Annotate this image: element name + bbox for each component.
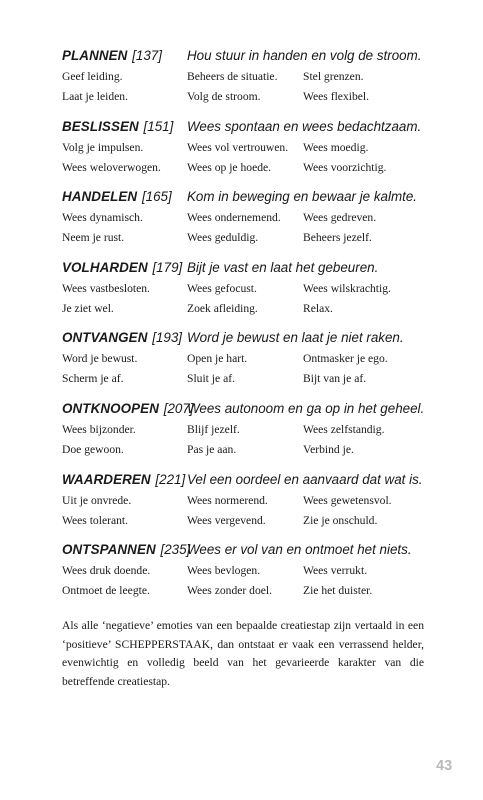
phrase: Pas je aan. (187, 443, 237, 456)
phrase: Wees vastbesloten. (62, 282, 150, 295)
phrase-row (62, 491, 432, 511)
phrase: Blijf jezelf. (187, 423, 240, 436)
phrase: Volg je impulsen. (62, 141, 144, 154)
phrase-row (62, 87, 432, 107)
section-page-ref: [179] (152, 260, 183, 275)
section-heading (62, 539, 432, 561)
section-heading (62, 327, 432, 349)
section-heading (62, 469, 432, 491)
phrase: Wees voorzichtig. (303, 161, 387, 174)
phrase: Wees geduldig. (187, 231, 259, 244)
phrase: Wees gewetensvol. (303, 494, 392, 507)
phrase: Bijt van je af. (303, 372, 367, 385)
phrase: Wees wilskrachtig. (303, 282, 391, 295)
phrase-row (62, 228, 432, 248)
phrase: Zie het duister. (303, 584, 373, 597)
phrase: Verbind je. (303, 443, 354, 456)
section-ontspannen (62, 539, 432, 601)
phrase: Wees op je hoede. (187, 161, 272, 174)
section-word: ONTSPANNEN (62, 542, 156, 557)
section-beslissen (62, 116, 432, 178)
phrase: Beheers de situatie. (187, 70, 278, 83)
phrase-row (62, 67, 432, 87)
phrase-row (62, 208, 432, 228)
phrase: Sluit je af. (187, 372, 235, 385)
phrase-row (62, 299, 432, 319)
section-waarderen (62, 469, 432, 531)
phrase: Open je hart. (187, 352, 248, 365)
phrase-row (62, 511, 432, 531)
section-page-ref: [193] (152, 330, 182, 345)
section-motto: Wees spontaan en wees bedachtzaam. (187, 119, 422, 134)
phrase: Laat je leiden. (62, 90, 128, 103)
phrase: Wees druk doende. (62, 564, 151, 577)
section-page-ref: [165] (141, 189, 172, 204)
phrase-row (62, 581, 432, 601)
phrase: Wees dynamisch. (62, 211, 143, 224)
section-page-ref: [151] (143, 119, 174, 134)
section-heading (62, 186, 432, 208)
section-heading (62, 116, 432, 138)
phrase: Relax. (303, 302, 333, 315)
phrase: Uit je onvrede. (62, 494, 132, 507)
section-page-ref: [221] (155, 472, 186, 487)
section-word: ONTVANGEN (62, 330, 148, 345)
section-plannen (62, 45, 432, 107)
section-motto: Wees er vol van en ontmoet het niets. (187, 542, 412, 557)
phrase: Ontmasker je ego. (303, 352, 388, 365)
section-word: PLANNEN (62, 48, 128, 63)
section-handelen (62, 186, 432, 248)
phrase: Wees tolerant. (62, 514, 129, 527)
phrase: Neem je rust. (62, 231, 125, 244)
phrase-row (62, 440, 432, 460)
phrase: Wees moedig. (303, 141, 369, 154)
section-ontknoopen (62, 398, 432, 460)
section-motto: Word je bewust en laat je niet raken. (187, 330, 404, 345)
phrase: Zoek afleiding. (187, 302, 258, 315)
section-heading (62, 257, 432, 279)
phrase: Volg de stroom. (187, 90, 261, 103)
section-ontvangen (62, 327, 432, 389)
phrase: Wees ondernemend. (187, 211, 281, 224)
phrase-row (62, 349, 432, 369)
phrase: Wees weloverwogen. (62, 161, 161, 174)
section-word: BESLISSEN (62, 119, 139, 134)
phrase: Wees vol vertrouwen. (187, 141, 289, 154)
section-motto: Hou stuur in handen en volg de stroom. (187, 48, 422, 63)
phrase: Doe gewoon. (62, 443, 124, 456)
phrase-row (62, 369, 432, 389)
section-word: WAARDEREN (62, 472, 151, 487)
closing-paragraph: Als alle ‘negatieve’ emoties van een bepaalde creatiestap zijn vertaald in een ‘positieve’ SCHEPPERSTAAK, dan ontstaat er vaak een verrassend helder, evenwichtig en volledig beeld van het gevarieerde karakter van die betreffende creatiestap. (62, 619, 424, 688)
phrase-row (62, 561, 432, 581)
section-motto: Vel een oordeel en aanvaard dat wat is. (187, 472, 423, 487)
section-page-ref: [137] (132, 48, 162, 63)
phrase: Wees bevlogen. (187, 564, 261, 577)
phrase: Zie je onschuld. (303, 514, 378, 527)
phrase: Wees verrukt. (303, 564, 368, 577)
phrase: Wees gefocust. (187, 282, 257, 295)
section-page-ref: [235] (160, 542, 191, 557)
phrase: Beheers jezelf. (303, 231, 372, 244)
section-heading (62, 398, 432, 420)
phrase: Wees gedreven. (303, 211, 377, 224)
phrase-row (62, 158, 432, 178)
page-number: 43 (436, 758, 453, 774)
phrase: Wees zelfstandig. (303, 423, 385, 436)
phrase-row (62, 138, 432, 158)
section-heading (62, 45, 432, 67)
section-word: HANDELEN (62, 189, 138, 204)
phrase-row (62, 420, 432, 440)
phrase: Wees zonder doel. (187, 584, 273, 597)
phrase-row (62, 279, 432, 299)
section-motto: Wees autonoom en ga op in het geheel. (187, 401, 425, 416)
phrase: Scherm je af. (62, 372, 124, 385)
phrase: Ontmoet de leegte. (62, 584, 150, 597)
phrase: Geef leiding. (62, 70, 123, 83)
section-volharden (62, 257, 432, 319)
section-word: VOLHARDEN (62, 260, 148, 275)
section-word: ONTKNOOPEN (62, 401, 159, 416)
section-page-ref: [207] (163, 401, 194, 416)
phrase: Word je bewust. (62, 352, 138, 365)
section-motto: Kom in beweging en bewaar je kalmte. (187, 189, 418, 204)
phrase: Wees vergevend. (187, 514, 266, 527)
phrase: Wees flexibel. (303, 90, 370, 103)
phrase: Wees bijzonder. (62, 423, 136, 436)
phrase: Wees normerend. (187, 494, 268, 507)
section-motto: Bijt je vast en laat het gebeuren. (187, 260, 379, 275)
phrase: Je ziet wel. (62, 302, 114, 315)
phrase: Stel grenzen. (303, 70, 364, 83)
